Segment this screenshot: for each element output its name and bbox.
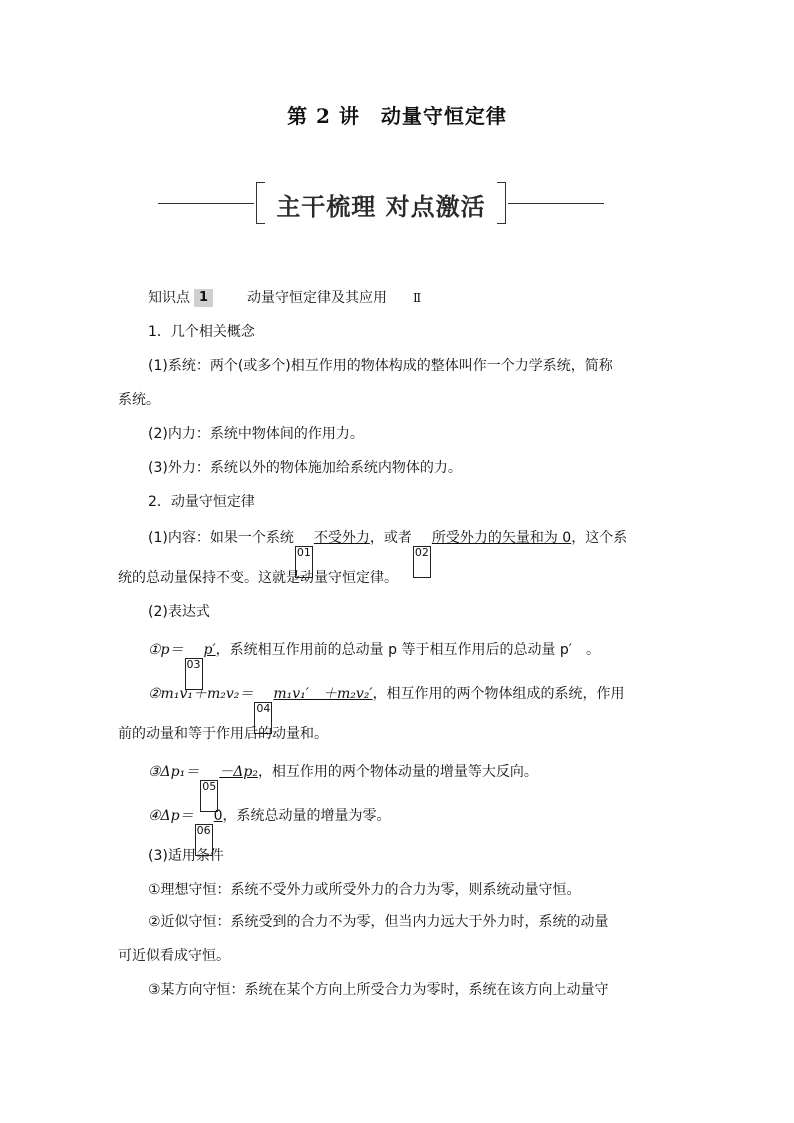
para-content-line2: 统的总动量保持不变。这就是动量守恒定律。	[118, 570, 398, 586]
para-internal-force: (2)内力：系统中物体间的作用力。	[148, 426, 364, 442]
answer-03: p′	[203, 642, 216, 658]
expr-1-pre: ①p＝	[148, 642, 184, 658]
expr-1-post: ，系统相互作用前的总动量 p 等于相互作用后的总动量 p′ 。	[215, 642, 600, 658]
lecture-title: 第 2 讲 动量守恒定律	[287, 104, 507, 128]
answer-01: 不受外力	[313, 530, 370, 546]
heading-conservation-law: 2．动量守恒定律	[148, 494, 255, 510]
condition-approx-line1: ②近似守恒：系统受到的合力不为零，但当内力远大于外力时，系统的动量	[148, 914, 609, 930]
heading-concepts: 1．几个相关概念	[148, 324, 255, 340]
answer-box-04: 04	[254, 702, 272, 734]
expr-3-pre: ③Δp₁＝	[148, 764, 200, 780]
expr-2-post: ，相互作用的两个物体组成的系统，作用	[372, 686, 625, 702]
heading-expression: (2)表达式	[148, 604, 210, 620]
content-pre: (1)内容：如果一个系统	[148, 530, 294, 546]
expr-3-post: ，相互作用的两个物体动量的增量等大反向。	[257, 764, 538, 780]
para-system-line1: (1)系统：两个(或多个)相互作用的物体构成的整体叫作一个力学系统，简称	[148, 358, 613, 374]
condition-direction: ③某方向守恒：系统在某个方向上所受合力为零时，系统在该方向上动量守	[148, 982, 609, 998]
answer-box-02: 02	[413, 546, 431, 578]
expr-4-post: ，系统总动量的增量为零。	[222, 808, 391, 824]
answer-04: m₁v₁′ ＋m₂v₂′	[273, 686, 373, 702]
banner-right-rule	[508, 203, 604, 204]
expr-4-pre: ④Δp＝	[148, 808, 194, 824]
content-post: ，这个系	[571, 530, 628, 546]
kp-number-badge: 1	[194, 289, 213, 307]
banner-right-bracket	[497, 182, 506, 224]
answer-box-05: 05	[200, 780, 218, 812]
expr-2-pre: ②m₁v₁＋m₂v₂＝	[148, 686, 254, 702]
answer-box-06: 06	[195, 824, 213, 856]
kp-name: 动量守恒定律及其应用	[247, 290, 388, 306]
answer-02: 所受外力的矢量和为 0	[431, 530, 572, 546]
banner-left-bracket	[256, 182, 265, 224]
expr-1	[148, 640, 678, 690]
para-system-line2: 系统。	[118, 392, 160, 408]
condition-ideal: ①理想守恒：系统不受外力或所受外力的合力为零，则系统动量守恒。	[148, 882, 581, 898]
answer-box-01: 01	[295, 546, 313, 578]
answer-06: 0	[213, 808, 223, 824]
expr-2-line2: 前的动量和等于作用后的动量和。	[118, 726, 328, 742]
kp-prefix: 知识点	[148, 290, 190, 306]
content-mid: ，或者	[369, 530, 412, 546]
kp-level: Ⅱ	[413, 291, 422, 305]
answer-box-03: 03	[185, 658, 203, 690]
section-banner	[158, 178, 604, 230]
para-external-force: (3)外力：系统以外的物体施加给系统内物体的力。	[148, 460, 462, 476]
banner-left-rule	[158, 203, 254, 204]
heading-conditions: (3)适用条件	[148, 848, 224, 864]
expr-3	[148, 762, 678, 812]
condition-approx-line2: 可近似看成守恒。	[118, 948, 230, 964]
answer-05: －Δp₂	[219, 764, 258, 780]
section-banner-text: 主干梳理 对点激活	[276, 192, 486, 221]
knowledge-point-heading	[148, 288, 678, 308]
